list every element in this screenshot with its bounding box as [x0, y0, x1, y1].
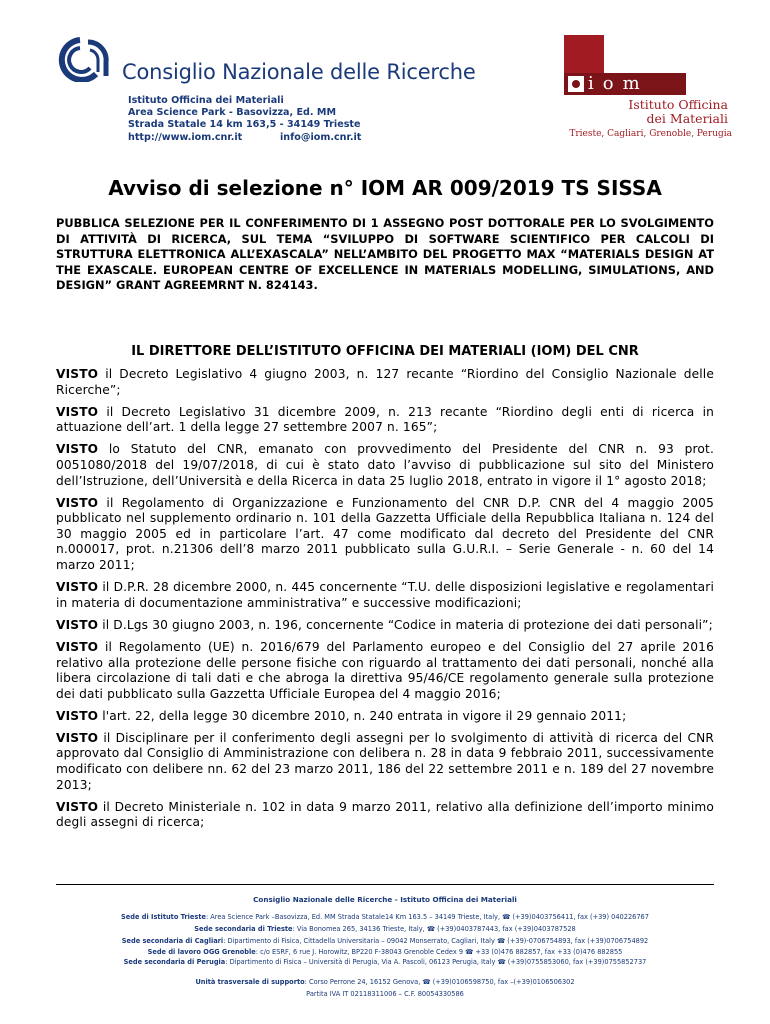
footer-line: Sede secondaria di Perugia: Dipartimento di Fisica – Università di Perugia, Via A. Pascoli, 06123 Perugia, Italy ☎ (+39)0755853060, fax (+39)0755852737 — [123, 958, 647, 966]
email-link[interactable]: info@iom.cnr.it — [280, 131, 362, 143]
website-link[interactable]: http://www.iom.cnr.it — [128, 131, 243, 143]
subject-text: PUBBLICA SELEZIONE PER IL CONFERIMENTO DI 1 ASSEGNO POST DOTTORALE PER LO SVOLGIMENTO DI ATTIVITÀ DI RICERCA, SUL TEMA “SVILUPPO DI SOFTWARE SCIENTIFICO PER CALCOLI DI STRUTTURA ELETTRONICA ALL’EXASCALA” NELL’AMBITO DEL PROGETTO MAX “MATERIALS DESIGN AT THE EXASCALE. EUROPEAN CENTRE OF EXCELLENCE IN MATERIALS MODELLING, SIMULATIONS, AND DESIGN” GRANT AGREEMRNT N. 824143. — [56, 216, 714, 293]
address-line-2: Strada Statale 14 km 163,5 - 34149 Trieste — [128, 119, 361, 131]
page-title: Avviso di selezione n° IOM AR 009/2019 TS SISSA — [108, 176, 662, 200]
paragraph: VISTO l'art. 22, della legge 30 dicembre 2010, n. 240 entrata in vigore il 29 gennaio 2011; — [56, 708, 627, 723]
paragraph: VISTO il Regolamento di Organizzazione e Funzionamento del CNR D.P. CNR del 4 maggio 2005 pubblicato nel supplemento ordinario n. 101 della Gazzetta Ufficiale della Repubblica Italiana n. 124 del 30 maggio 2005 ed in particolare l’art. 47 come modificato dal decreto del Presidente del CNR n.000017, prot. n.21306 dell’8 marzo 2011 pubblicato sulla G.U.R.I. – Serie Generale - n. 60 del 14 marzo 2011; — [56, 495, 714, 573]
paragraph: VISTO il Decreto Legislativo 4 giugno 2003, n. 127 recante “Riordino del Consiglio Nazionale delle Ricerche”; — [56, 367, 714, 397]
paragraph: VISTO il Regolamento (UE) n. 2016/679 del Parlamento europeo e del Consiglio del 27 aprile 2016 relativo alla protezione delle persone fisiche con riguardo al trattamento dei dati personali, nonché alla libera circolazione di tali dati e che abroga la direttiva 95/46/CE regolamento generale sulla protezione dei dati pubblicato sulla Gazzetta Ufficiale Europea del 4 maggio 2016; — [56, 639, 714, 701]
footer-divider — [56, 884, 714, 885]
iom-mark-icon — [568, 76, 584, 92]
cnr-name: Consiglio Nazionale delle Ricerche — [122, 60, 476, 84]
cnr-logo-icon — [56, 36, 112, 82]
iom-subtitle: Istituto Officina dei Materiali — [628, 97, 728, 126]
paragraph: VISTO il Disciplinare per il conferimento degli assegni per lo svolgimento di attività di ricerca del CNR approvato dal Consiglio di Amministrazione con delibera n. 28 in data 9 febbraio 2011, successivamente modificato con delibere nn. 62 del 23 marzo 2011, 186 del 22 settembre 2011 e n. 189 del 27 novembre 2013; — [56, 730, 714, 792]
paragraph: VISTO il D.Lgs 30 giugno 2003, n. 196, concernente “Codice in materia di protezione dei dati personali”; — [56, 617, 713, 632]
iom-logo — [564, 35, 734, 145]
paragraph: VISTO il Decreto Ministeriale n. 102 in data 9 marzo 2011, relativo alla definizione dell’importo minimo degli assegni di ricerca; — [56, 799, 714, 830]
footer-line: Sede secondaria di Cagliari: Dipartimento di Fisica, Cittadella Universitaria – 09042 Monserrato, Cagliari, Italy ☎ (+39)-0706754893, fax (+39)0706754892 — [121, 937, 649, 945]
footer-line: Sede di lavoro OGG Grenoble: c/o ESRF, 6 rue J. Horowitz, BP220 F-38043 Grenoble Cedex 9 ☎ +33 (0)476 882857, fax +33 (0)476 882855 — [147, 948, 623, 956]
institute-name: Istituto Officina dei Materiali — [128, 95, 284, 106]
address-line-1: Area Science Park - Basovizza, Ed. MM — [128, 107, 337, 119]
footer-vat: Partita IVA IT 02118311006 – C.F. 80054330586 — [306, 990, 464, 998]
paragraph: VISTO il Decreto Legislativo 31 dicembre 2009, n. 213 recante “Riordino degli enti di ricerca in attuazione dell’art. 1 della legge 27 settembre 2007 n. 165”; — [56, 404, 714, 435]
director-heading: IL DIRETTORE DELL’ISTITUTO OFFICINA DEI MATERIALI (IOM) DEL CNR — [131, 344, 639, 359]
institute-info — [128, 95, 361, 144]
paragraph: VISTO il D.P.R. 28 dicembre 2000, n. 445 concernente “T.U. delle disposizioni legislative e regolamentari in materia di documentazione amministrativa” e successive modificazioni; — [56, 580, 714, 610]
footer-line: Sede di Istituto Trieste: Area Science Park –Basovizza, Ed. MM Strada Statale14 Km 163.5 – 34149 Trieste, Italy, ☎ (+39)0403756411, fax (+39) 040226767 — [121, 913, 649, 921]
paragraph: VISTO lo Statuto del CNR, emanato con provvedimento del Presidente del CNR n. 93 prot. 0051080/2018 del 19/07/2018, di cui è stato dato l’avviso di pubblicazione sul sito del Ministero dell’Istruzione, dell’Università e della Ricerca in data 25 luglio 2018, entrato in vigore il 1° agosto 2018; — [56, 442, 714, 488]
document-body — [56, 367, 714, 837]
footer-line: Unità trasversale di supporto: Corso Perrone 24, 16152 Genova, ☎ (+39)0106598750, fax –(+39)0106506302 — [195, 978, 575, 986]
iom-places: Trieste, Cagliari, Grenoble, Perugia — [569, 129, 732, 139]
footer-title: Consiglio Nazionale delle Ricerche - Istituto Officina dei Materiali — [253, 895, 517, 904]
iom-logo-text: iom — [588, 73, 649, 94]
footer-line: Sede secondaria di Trieste: Via Bonomea 265, 34136 Trieste, Italy, ☎ (+39)0403787443, fax (+39)0403787528 — [194, 925, 576, 933]
